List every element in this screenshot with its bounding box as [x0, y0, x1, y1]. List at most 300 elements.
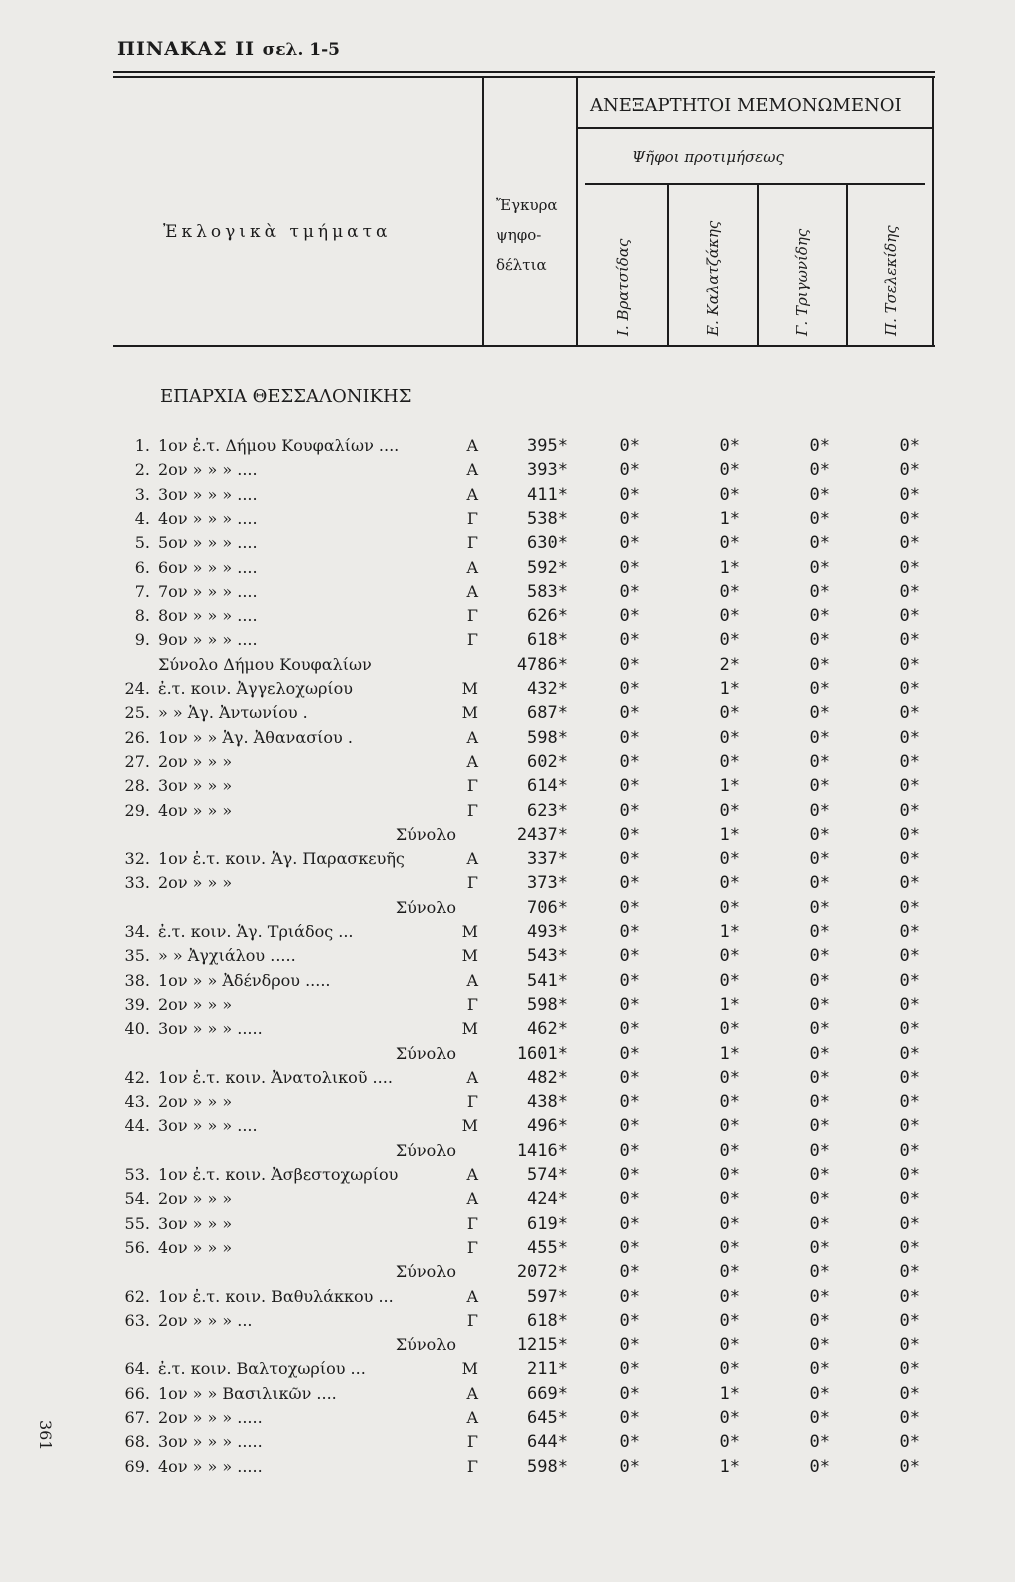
row-votes-vratsidas: 0*: [619, 1092, 640, 1113]
table-row: [0, 971, 1015, 993]
row-votes-trigonidis: 0*: [809, 1116, 830, 1137]
table-row: [0, 703, 1015, 725]
table-row: [0, 509, 1015, 531]
row-rating: Γ: [466, 630, 478, 650]
row-votes-kalatzakis: 0*: [719, 873, 740, 894]
row-valid-ballots: 1215*: [516, 1335, 568, 1356]
row-votes-trigonidis: 0*: [809, 970, 830, 991]
row-votes-trigonidis: 0*: [809, 727, 830, 748]
row-valid-ballots: 598*: [527, 727, 568, 748]
row-votes-vratsidas: 0*: [619, 533, 640, 554]
row-valid-ballots: 644*: [527, 1432, 568, 1453]
row-votes-tselekidis: 0*: [899, 1237, 920, 1258]
row-votes-tselekidis: 0*: [899, 1140, 920, 1161]
row-votes-kalatzakis: 0*: [719, 751, 740, 772]
row-votes-kalatzakis: 0*: [719, 436, 740, 456]
row-votes-trigonidis: 0*: [809, 654, 830, 675]
row-votes-tselekidis: 0*: [899, 679, 920, 699]
row-description: 2ον » » » ....: [158, 460, 258, 480]
row-valid-ballots: 583*: [527, 581, 568, 602]
row-votes-kalatzakis: 0*: [719, 460, 740, 481]
row-votes-tselekidis: 0*: [899, 484, 920, 505]
row-rating: Α: [466, 849, 478, 869]
row-votes-kalatzakis: 0*: [719, 1189, 740, 1210]
row-votes-tselekidis: 0*: [899, 1310, 920, 1331]
row-votes-vratsidas: 0*: [619, 606, 640, 627]
row-votes-vratsidas: 0*: [619, 1408, 640, 1428]
table-row: [0, 1189, 1015, 1211]
valid-line-3: δέλτια: [496, 256, 547, 274]
row-votes-trigonidis: 0*: [809, 630, 830, 651]
row-votes-kalatzakis: 0*: [719, 1286, 740, 1307]
row-votes-trigonidis: 0*: [809, 1019, 830, 1040]
row-number: 38.: [124, 970, 150, 990]
row-votes-kalatzakis: 0*: [719, 946, 740, 967]
row-votes-tselekidis: 0*: [899, 606, 920, 627]
row-votes-tselekidis: 0*: [899, 1165, 920, 1185]
table-row: [0, 1432, 1015, 1454]
table-row: [0, 776, 1015, 798]
table-row: [0, 1019, 1015, 1041]
row-votes-kalatzakis: 0*: [719, 1237, 740, 1258]
row-number: 8.: [134, 606, 150, 626]
row-votes-vratsidas: 0*: [619, 849, 640, 870]
row-votes-kalatzakis: 1*: [719, 776, 740, 797]
row-valid-ballots: 626*: [527, 606, 568, 627]
row-votes-tselekidis: 0*: [899, 727, 920, 748]
table-row: [0, 558, 1015, 580]
row-description: 3ον » » » ....: [158, 484, 258, 504]
row-rating: Α: [466, 1165, 478, 1184]
row-valid-ballots: 706*: [527, 897, 568, 918]
row-number: 7.: [134, 581, 150, 601]
row-valid-ballots: 538*: [527, 508, 568, 529]
row-votes-trigonidis: 0*: [809, 1432, 830, 1453]
table-row: [0, 679, 1015, 701]
valid-line-1: Ἔγκυρα: [496, 196, 558, 214]
row-votes-trigonidis: 0*: [809, 994, 830, 1015]
row-votes-vratsidas: 0*: [619, 922, 640, 942]
row-votes-kalatzakis: 0*: [719, 1432, 740, 1453]
row-number: 56.: [124, 1237, 150, 1257]
row-votes-tselekidis: 0*: [899, 654, 920, 675]
row-votes-trigonidis: 0*: [809, 922, 830, 942]
candidate-1: Ι. Βρατσίδας: [614, 238, 632, 336]
row-votes-vratsidas: 0*: [619, 1383, 640, 1404]
row-votes-trigonidis: 0*: [809, 1237, 830, 1258]
table-row: [0, 1165, 1015, 1187]
row-votes-trigonidis: 0*: [809, 1383, 830, 1404]
row-votes-trigonidis: 0*: [809, 679, 830, 699]
row-number: 33.: [124, 873, 150, 893]
row-votes-kalatzakis: 2*: [719, 654, 740, 675]
row-rating: Γ: [466, 606, 478, 626]
row-votes-kalatzakis: 0*: [719, 1140, 740, 1161]
row-number: 42.: [124, 1067, 150, 1087]
row-valid-ballots: 432*: [527, 679, 568, 699]
row-number: 26.: [124, 727, 150, 747]
row-votes-trigonidis: 0*: [809, 1262, 830, 1283]
row-description: 2ον » » »: [158, 1092, 233, 1112]
row-votes-trigonidis: 0*: [809, 1408, 830, 1428]
row-number: 64.: [124, 1359, 150, 1379]
row-votes-vratsidas: 0*: [619, 1189, 640, 1210]
row-rating: Μ: [461, 1019, 478, 1039]
row-votes-vratsidas: 0*: [619, 1432, 640, 1453]
row-votes-vratsidas: 0*: [619, 654, 640, 675]
row-votes-trigonidis: 0*: [809, 1335, 830, 1356]
row-votes-kalatzakis: 0*: [719, 1019, 740, 1040]
row-number: 55.: [124, 1213, 150, 1233]
row-votes-kalatzakis: 0*: [719, 703, 740, 724]
row-rating: Α: [466, 1067, 478, 1087]
row-votes-kalatzakis: 1*: [719, 922, 740, 942]
row-votes-trigonidis: 0*: [809, 581, 830, 602]
row-votes-kalatzakis: 0*: [719, 1116, 740, 1137]
row-votes-trigonidis: 0*: [809, 1286, 830, 1307]
row-votes-kalatzakis: 0*: [719, 1067, 740, 1088]
row-description: 4ον » » »: [158, 1237, 233, 1257]
row-votes-vratsidas: 0*: [619, 970, 640, 991]
table-row: [0, 460, 1015, 482]
row-valid-ballots: 211*: [527, 1359, 568, 1380]
row-votes-tselekidis: 0*: [899, 508, 920, 529]
row-description: ἐ.τ. κοιν. Ἀγγελοχωρίου: [158, 679, 354, 698]
row-valid-ballots: 373*: [527, 873, 568, 894]
row-votes-vratsidas: 0*: [619, 1043, 640, 1064]
row-rating: Μ: [461, 1116, 478, 1136]
table-row: [0, 630, 1015, 652]
row-number: 24.: [124, 679, 150, 698]
row-votes-tselekidis: 0*: [899, 1092, 920, 1113]
row-description: 3ον » » » ....: [158, 1116, 258, 1136]
row-rating: Α: [466, 970, 478, 990]
row-rating: Μ: [461, 922, 478, 941]
row-votes-kalatzakis: 1*: [719, 994, 740, 1015]
row-votes-tselekidis: 0*: [899, 873, 920, 894]
row-votes-tselekidis: 0*: [899, 824, 920, 845]
candidate-4: Π. Τσελεκίδης: [882, 225, 900, 336]
row-number: 25.: [124, 703, 150, 723]
row-rating: Γ: [466, 994, 478, 1014]
row-votes-vratsidas: 0*: [619, 946, 640, 967]
row-valid-ballots: 618*: [527, 630, 568, 651]
row-votes-vratsidas: 0*: [619, 727, 640, 748]
row-votes-tselekidis: 0*: [899, 946, 920, 967]
row-rating: Α: [466, 484, 478, 504]
row-valid-ballots: 438*: [527, 1092, 568, 1113]
row-number: 63.: [124, 1310, 150, 1330]
section-title: ΕΠΑΡΧΙΑ ΘΕΣΣΑΛΟΝΙΚΗΣ: [160, 386, 412, 407]
row-number: 39.: [124, 994, 150, 1014]
row-votes-kalatzakis: 0*: [719, 533, 740, 554]
row-votes-trigonidis: 0*: [809, 800, 830, 821]
row-votes-vratsidas: 0*: [619, 703, 640, 724]
districts-heading: Ἐκλογικὰ τμήματα: [163, 222, 392, 242]
row-votes-kalatzakis: 0*: [719, 484, 740, 505]
row-valid-ballots: 411*: [527, 484, 568, 505]
table-row: [0, 825, 1015, 847]
row-votes-vratsidas: 0*: [619, 1019, 640, 1040]
row-valid-ballots: 1416*: [516, 1140, 568, 1161]
row-votes-trigonidis: 0*: [809, 508, 830, 529]
row-valid-ballots: 669*: [527, 1383, 568, 1404]
row-votes-vratsidas: 0*: [619, 484, 640, 505]
row-votes-tselekidis: 0*: [899, 970, 920, 991]
row-rating: Μ: [461, 703, 478, 723]
row-votes-trigonidis: 0*: [809, 776, 830, 797]
row-rating: Γ: [466, 1310, 478, 1330]
row-description: Σύνολο: [395, 1335, 456, 1355]
row-votes-vratsidas: 0*: [619, 436, 640, 456]
row-number: 69.: [124, 1456, 150, 1476]
row-votes-trigonidis: 0*: [809, 484, 830, 505]
row-votes-trigonidis: 0*: [809, 1310, 830, 1331]
row-votes-trigonidis: 0*: [809, 1165, 830, 1185]
row-votes-vratsidas: 0*: [619, 1262, 640, 1283]
row-description: 2ον » » » .....: [158, 1408, 263, 1427]
row-votes-tselekidis: 0*: [899, 436, 920, 456]
table-row: [0, 1335, 1015, 1357]
row-votes-tselekidis: 0*: [899, 849, 920, 870]
row-votes-trigonidis: 0*: [809, 824, 830, 845]
row-valid-ballots: 543*: [527, 946, 568, 967]
table-row: [0, 1311, 1015, 1333]
row-votes-tselekidis: 0*: [899, 533, 920, 554]
row-votes-vratsidas: 0*: [619, 630, 640, 651]
row-votes-kalatzakis: 0*: [719, 1213, 740, 1234]
row-valid-ballots: 619*: [527, 1213, 568, 1234]
row-votes-kalatzakis: 0*: [719, 1359, 740, 1380]
row-description: 3ον » » » .....: [158, 1019, 263, 1039]
row-number: 54.: [124, 1189, 150, 1209]
row-votes-tselekidis: 0*: [899, 1456, 920, 1477]
row-number: 40.: [124, 1019, 150, 1039]
row-votes-trigonidis: 0*: [809, 1140, 830, 1161]
row-votes-tselekidis: 0*: [899, 897, 920, 918]
row-valid-ballots: 493*: [527, 922, 568, 942]
row-votes-trigonidis: 0*: [809, 606, 830, 627]
row-valid-ballots: 1601*: [516, 1043, 568, 1064]
row-votes-vratsidas: 0*: [619, 800, 640, 821]
row-votes-vratsidas: 0*: [619, 1456, 640, 1477]
row-votes-kalatzakis: 0*: [719, 606, 740, 627]
row-votes-tselekidis: 0*: [899, 751, 920, 772]
row-valid-ballots: 618*: [527, 1310, 568, 1331]
row-votes-trigonidis: 0*: [809, 533, 830, 554]
row-description: 1ον ἐ.τ. Δήμου Κουφαλίων ....: [158, 436, 400, 455]
row-valid-ballots: 597*: [527, 1286, 568, 1307]
row-valid-ballots: 602*: [527, 751, 568, 772]
row-votes-trigonidis: 0*: [809, 1213, 830, 1234]
row-rating: Α: [466, 460, 478, 480]
row-valid-ballots: 424*: [527, 1189, 568, 1210]
row-votes-tselekidis: 0*: [899, 994, 920, 1015]
row-votes-vratsidas: 0*: [619, 1140, 640, 1161]
row-number: 6.: [134, 557, 150, 577]
row-votes-kalatzakis: 0*: [719, 849, 740, 870]
table-row: [0, 1287, 1015, 1309]
candidate-2: Ε. Καλατζάκης: [704, 220, 722, 336]
row-valid-ballots: 687*: [527, 703, 568, 724]
row-votes-vratsidas: 0*: [619, 1067, 640, 1088]
row-votes-tselekidis: 0*: [899, 1408, 920, 1428]
row-votes-trigonidis: 0*: [809, 849, 830, 870]
table-row: [0, 1457, 1015, 1479]
row-description: 3ον » » »: [158, 776, 233, 796]
row-votes-vratsidas: 0*: [619, 897, 640, 918]
table-row: [0, 1116, 1015, 1138]
table-row: [0, 1262, 1015, 1284]
row-rating: Μ: [461, 1359, 478, 1379]
row-rating: Γ: [466, 776, 478, 796]
row-description: 1ον » » Βασιλικῶν ....: [158, 1383, 337, 1403]
row-votes-vratsidas: 0*: [619, 1213, 640, 1234]
title-main: ΠΙΝΑΚΑΣ ΙΙ: [117, 38, 256, 60]
row-votes-tselekidis: 0*: [899, 922, 920, 942]
row-votes-kalatzakis: 0*: [719, 970, 740, 991]
row-rating: Α: [466, 1408, 478, 1427]
table-row: [0, 873, 1015, 895]
table-row: [0, 606, 1015, 628]
row-votes-tselekidis: 0*: [899, 1043, 920, 1064]
row-votes-trigonidis: 0*: [809, 1189, 830, 1210]
row-votes-trigonidis: 0*: [809, 897, 830, 918]
table-row: [0, 849, 1015, 871]
row-votes-vratsidas: 0*: [619, 751, 640, 772]
row-valid-ballots: 630*: [527, 533, 568, 554]
row-valid-ballots: 462*: [527, 1019, 568, 1040]
table-row: [0, 1408, 1015, 1430]
row-votes-kalatzakis: 0*: [719, 727, 740, 748]
row-number: 9.: [134, 630, 150, 650]
row-description: 4ον » » » .....: [158, 1456, 263, 1476]
independents-heading: ΑΝΕΞΑΡΤΗΤΟΙ ΜΕΜΟΝΩΜΕΝΟΙ: [590, 95, 902, 116]
row-votes-kalatzakis: 1*: [719, 508, 740, 529]
table-row: [0, 533, 1015, 555]
row-number: 53.: [124, 1165, 150, 1184]
row-rating: Γ: [466, 1432, 478, 1452]
table-row: [0, 1359, 1015, 1381]
row-number: 67.: [124, 1408, 150, 1427]
row-votes-tselekidis: 0*: [899, 1019, 920, 1040]
table-row: [0, 1068, 1015, 1090]
row-votes-trigonidis: 0*: [809, 557, 830, 578]
row-votes-kalatzakis: 0*: [719, 630, 740, 651]
row-votes-tselekidis: 0*: [899, 1116, 920, 1137]
row-description: 4ον » » »: [158, 800, 233, 820]
row-votes-tselekidis: 0*: [899, 1262, 920, 1283]
row-votes-vratsidas: 0*: [619, 1116, 640, 1137]
row-votes-trigonidis: 0*: [809, 1359, 830, 1380]
row-rating: Γ: [466, 533, 478, 553]
row-votes-kalatzakis: 0*: [719, 1092, 740, 1113]
table-row: [0, 1092, 1015, 1114]
row-description: 2ον » » »: [158, 751, 233, 771]
row-votes-trigonidis: 0*: [809, 460, 830, 481]
valid-line-2: ψηφο-: [496, 226, 542, 244]
row-description: Σύνολο: [395, 897, 456, 917]
row-votes-tselekidis: 0*: [899, 1213, 920, 1234]
row-votes-trigonidis: 0*: [809, 436, 830, 456]
row-rating: Γ: [466, 1237, 478, 1257]
row-rating: Γ: [466, 1092, 478, 1112]
row-valid-ballots: 4786*: [516, 654, 568, 675]
table-row: [0, 922, 1015, 944]
row-votes-vratsidas: 0*: [619, 581, 640, 602]
row-number: 34.: [124, 922, 150, 941]
row-votes-kalatzakis: 0*: [719, 581, 740, 602]
row-votes-tselekidis: 0*: [899, 557, 920, 578]
row-description: » » Ἀγχιάλου .....: [158, 946, 296, 966]
row-number: 2.: [134, 460, 150, 480]
row-rating: Μ: [461, 946, 478, 966]
row-votes-kalatzakis: 0*: [719, 897, 740, 918]
row-votes-tselekidis: 0*: [899, 1432, 920, 1453]
row-votes-kalatzakis: 1*: [719, 1456, 740, 1477]
row-valid-ballots: 592*: [527, 557, 568, 578]
row-valid-ballots: 645*: [527, 1408, 568, 1428]
table-row: [0, 995, 1015, 1017]
row-number: 5.: [134, 533, 150, 553]
row-votes-trigonidis: 0*: [809, 703, 830, 724]
row-votes-trigonidis: 0*: [809, 1067, 830, 1088]
row-votes-kalatzakis: 0*: [719, 1165, 740, 1185]
row-valid-ballots: 2437*: [516, 824, 568, 845]
row-votes-tselekidis: 0*: [899, 703, 920, 724]
row-description: 1ον ἐ.τ. κοιν. Βαθυλάκκου ...: [158, 1286, 394, 1306]
row-votes-kalatzakis: 0*: [719, 1335, 740, 1356]
row-valid-ballots: 623*: [527, 800, 568, 821]
table-row: [0, 1141, 1015, 1163]
row-description: ἐ.τ. κοιν. Βαλτοχωρίου ...: [158, 1359, 366, 1379]
row-votes-tselekidis: 0*: [899, 1067, 920, 1088]
row-rating: Γ: [466, 873, 478, 893]
row-description: 1ον ἐ.τ. κοιν. Ἀνατολικοῦ ....: [158, 1067, 393, 1087]
row-votes-kalatzakis: 1*: [719, 557, 740, 578]
row-votes-kalatzakis: 1*: [719, 1383, 740, 1404]
row-votes-kalatzakis: 0*: [719, 800, 740, 821]
row-number: 44.: [124, 1116, 150, 1136]
row-votes-trigonidis: 0*: [809, 1043, 830, 1064]
row-votes-vratsidas: 0*: [619, 1165, 640, 1185]
row-description: Σύνολο: [395, 824, 456, 844]
row-votes-vratsidas: 0*: [619, 1286, 640, 1307]
row-votes-vratsidas: 0*: [619, 508, 640, 529]
table-row: [0, 582, 1015, 604]
row-number: 66.: [124, 1383, 150, 1403]
row-votes-tselekidis: 0*: [899, 776, 920, 797]
row-description: 1ον » » Ἀδένδρου .....: [158, 970, 331, 990]
row-description: 3ον » » »: [158, 1213, 233, 1233]
row-description: 2ον » » »: [158, 873, 233, 893]
row-votes-trigonidis: 0*: [809, 751, 830, 772]
row-valid-ballots: 395*: [527, 436, 568, 456]
row-description: Σύνολο Δήμου Κουφαλίων: [158, 654, 372, 674]
row-number: 68.: [124, 1432, 150, 1452]
row-valid-ballots: 574*: [527, 1165, 568, 1185]
row-valid-ballots: 541*: [527, 970, 568, 991]
row-rating: Α: [466, 557, 478, 577]
row-rating: Γ: [466, 508, 478, 528]
row-description: 2ον » » » ...: [158, 1310, 253, 1330]
row-description: Σύνολο: [395, 1140, 456, 1160]
row-rating: Α: [466, 727, 478, 747]
row-valid-ballots: 455*: [527, 1237, 568, 1258]
row-votes-trigonidis: 0*: [809, 946, 830, 967]
row-votes-tselekidis: 0*: [899, 1383, 920, 1404]
row-rating: Α: [466, 1286, 478, 1306]
